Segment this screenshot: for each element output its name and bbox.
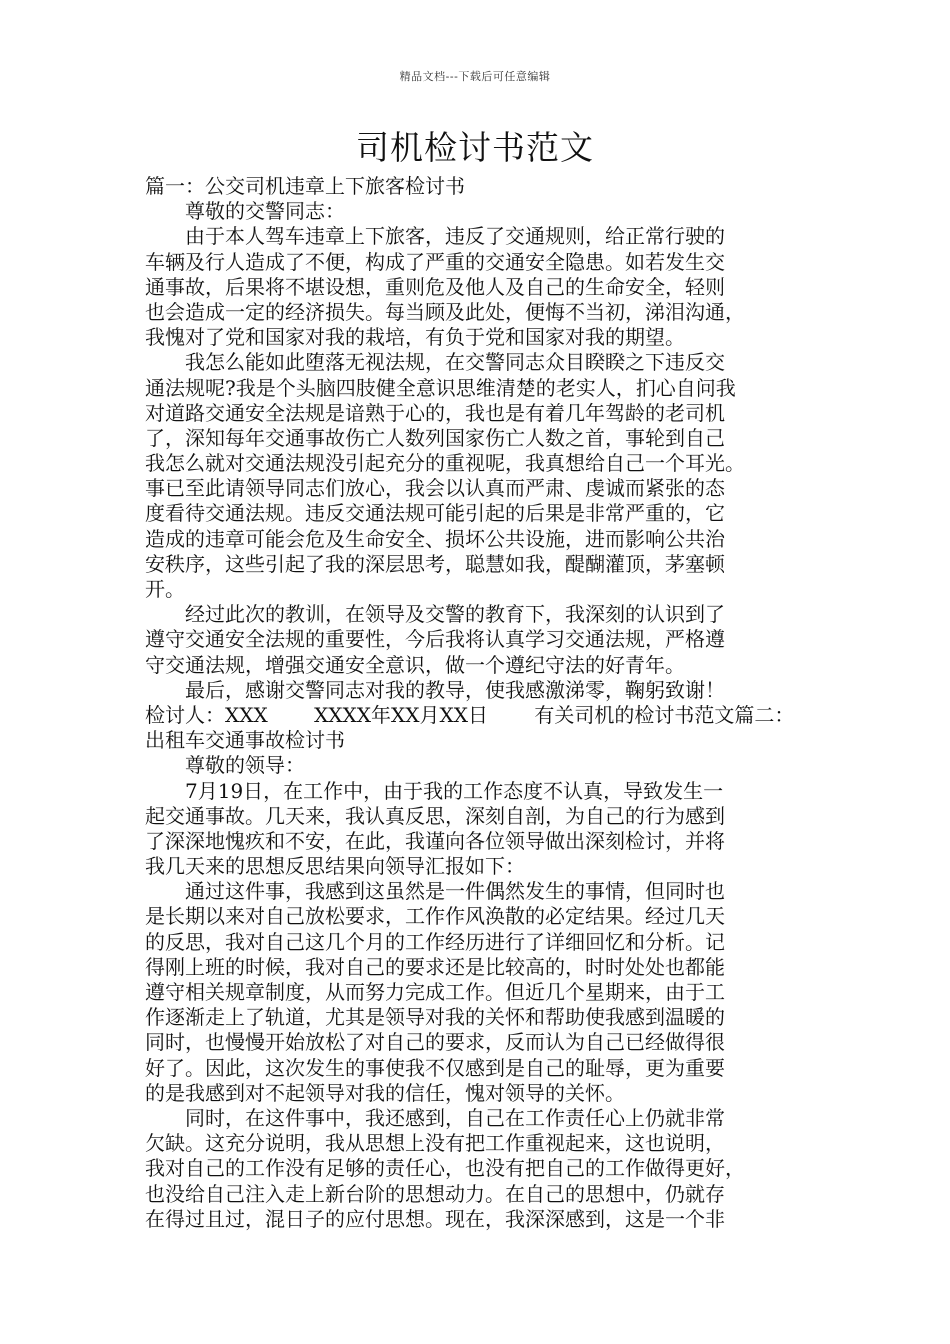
- document-title: 司机检讨书范文: [356, 128, 594, 167]
- body-line: 通事故，后果将不堪设想，重则危及他人及自己的生命安全，轻则: [145, 274, 725, 299]
- body-line: 车辆及行人造成了不便，构成了严重的交通安全隐患。如若发生交: [145, 249, 725, 274]
- header-note: 精品文档---下载后可任意编辑: [399, 70, 551, 83]
- body-line: 事已至此请领导同志们放心，我会以认真而严肃、虔诚而紧张的态: [145, 476, 725, 501]
- body-line: 最后，感谢交警同志对我的教导，使我感激涕零，鞠躬致谢！: [145, 677, 725, 702]
- body-line: 对道路交通安全法规是谙熟于心的，我也是有着几年驾龄的老司机: [145, 400, 725, 425]
- body-line: 作逐渐走上了轨道，尤其是领导对我的关怀和帮助使我感到温暖的: [145, 1005, 725, 1030]
- body-line: 在得过且过，混日子的应付思想。现在，我深深感到，这是一个非: [145, 1206, 725, 1231]
- body-line: 开。: [145, 577, 185, 601]
- document-body: [145, 174, 817, 1232]
- body-line: 欠缺。这充分说明，我从思想上没有把工作重视起来，这也说明，: [145, 1131, 725, 1156]
- body-line: 遵守交通安全法规的重要性，今后我将认真学习交通法规，严格遵: [145, 627, 725, 652]
- body-line: 守交通法规，增强交通安全意识，做一个遵纪守法的好青年。: [145, 652, 685, 677]
- body-line: 得刚上班的时候，我对自己的要求还是比较高的，时时处处也都能: [145, 954, 725, 979]
- body-line: 了深深地愧疚和不安，在此，我谨向各位领导做出深刻检讨，并将: [145, 828, 725, 853]
- body-line: 我对自己的工作没有足够的责任心，也没有把自己的工作做得更好，: [145, 1156, 745, 1181]
- body-line: 好了。因此，这次发生的事使我不仅感到是自己的耻辱，更为重要: [145, 1055, 725, 1080]
- body-line: 7月19日，在工作中，由于我的工作态度不认真，导致发生一: [145, 778, 724, 803]
- body-line: 尊敬的领导：: [145, 753, 305, 778]
- body-line: 同时，在这件事中，我还感到，自己在工作责任心上仍就非常: [145, 1105, 725, 1130]
- body-line: 的反思，我对自己这几个月的工作经历进行了详细回忆和分析。记: [145, 929, 725, 954]
- body-line: 也没给自己注入走上新台阶的思想动力。在自己的思想中，仍就存: [145, 1181, 725, 1206]
- body-line: 出租车交通事故检讨书: [145, 728, 345, 753]
- body-line: 同时，也慢慢开始放松了对自己的要求，反而认为自己已经做得很: [145, 1030, 725, 1055]
- body-line: 我愧对了党和国家对我的栽培，有负于党和国家对我的期望。: [145, 325, 685, 350]
- body-line: 也会造成一定的经济损失。每当顾及此处，便悔不当初，涕泪沟通，: [145, 299, 745, 324]
- body-line: 的是我感到对不起领导对我的信任，愧对领导的关怀。: [145, 1080, 625, 1105]
- body-line: 我怎么能如此堕落无视法规，在交警同志众目睽睽之下违反交: [145, 350, 725, 375]
- body-line: 造成的违章可能会危及生命安全、损坏公共设施，进而影响公共治: [145, 526, 725, 551]
- body-line: 检讨人：XXX XXXX年XX月XX日 有关司机的检讨书范文篇二：: [145, 702, 795, 727]
- body-line: 经过此次的教训，在领导及交警的教育下，我深刻的认识到了: [145, 602, 725, 627]
- body-line: 我怎么就对交通法规没引起充分的重视呢，我真想给自己一个耳光。: [145, 451, 745, 476]
- body-line: 篇一：公交司机违章上下旅客检讨书: [145, 174, 465, 198]
- body-line: 遵守相关规章制度，从而努力完成工作。但近几个星期来，由于工: [145, 980, 725, 1004]
- body-line: 尊敬的交警同志：: [145, 199, 345, 224]
- body-line: 安秩序，这些引起了我的深层思考，聪慧如我，醍醐灌顶，茅塞顿: [145, 551, 725, 576]
- body-line: 了，深知每年交通事故伤亡人数列国家伤亡人数之首，事轮到自己: [145, 425, 725, 450]
- body-line: 由于本人驾车违章上下旅客，违反了交通规则，给正常行驶的: [145, 224, 725, 249]
- body-line: 通法规呢?我是个头脑四肢健全意识思维清楚的老实人，扪心自问我: [145, 375, 736, 400]
- body-line: 是长期以来对自己放松要求，工作作风涣散的必定结果。经过几天: [145, 904, 725, 929]
- body-line: 起交通事故。几天来，我认真反思，深刻自剖，为自己的行为感到: [145, 803, 725, 828]
- body-line: 我几天来的思想反思结果向领导汇报如下：: [145, 854, 525, 879]
- body-line: 通过这件事，我感到这虽然是一件偶然发生的事情，但同时也: [145, 879, 725, 904]
- body-line: 度看待交通法规。违反交通法规可能引起的后果是非常严重的，它: [145, 501, 725, 526]
